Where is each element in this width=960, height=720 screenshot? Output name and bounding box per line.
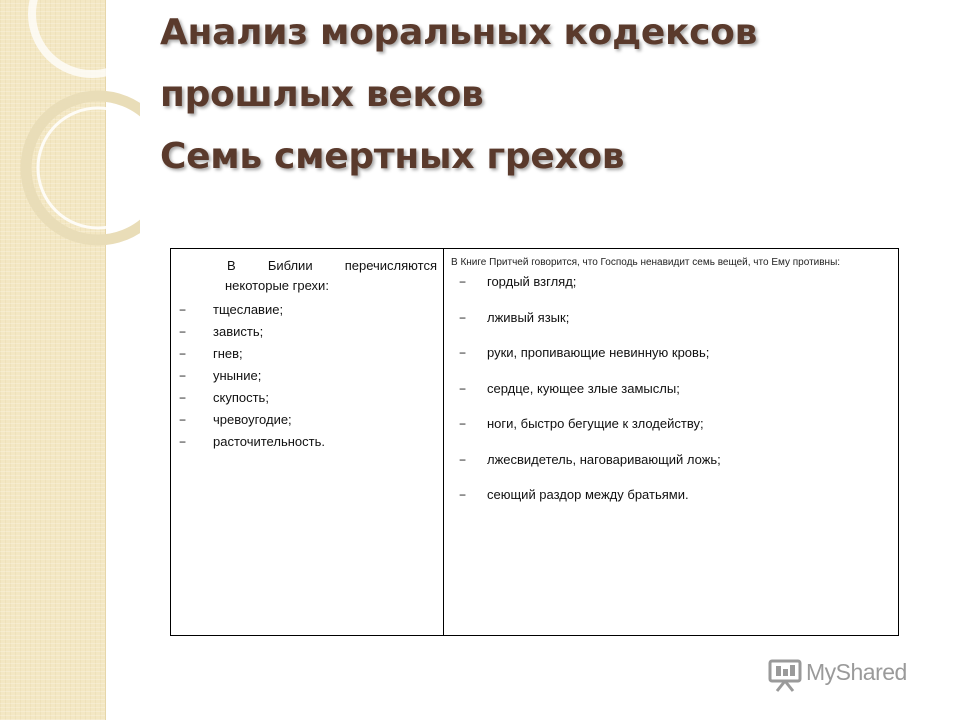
title-line-1: Анализ моральных кодексов [160,12,758,53]
bible-cell [171,249,444,636]
slide-title [160,2,920,188]
list-item: − чревоугодие; [177,409,437,431]
bible-intro-text-2: некоторые грехи: [225,278,329,293]
proverbs-cell [444,249,899,636]
list-item: − руки, пропивающие невинную кровь; [451,344,890,380]
proverbs-intro-text: В Книге Притчей говорится, что Господь ненавидит семь вещей, что Ему противны: [451,257,841,268]
title-line-2: прошлых веков [160,74,484,115]
list-item: − расточительность. [177,431,437,453]
title-line-3: Семь смертных грехов [160,136,625,177]
watermark-text: MyShared [806,659,907,685]
list-item: − скупость; [177,387,437,409]
table-row [171,249,899,636]
bible-sins-list [177,299,437,453]
list-item: − тщеславие; [177,299,437,321]
list-item: − сердце, кующее злые замыслы; [451,380,890,416]
sins-comparison-table [170,248,899,636]
list-item: − лживый язык; [451,309,890,345]
list-item: − гнев; [177,343,437,365]
list-item: − ноги, быстро бегущие к злодейству; [451,415,890,451]
list-item: − зависть; [177,321,437,343]
decorative-rings [0,0,140,260]
proverbs-list [451,273,890,522]
list-item: − лжесвидетель, наговаривающий ложь; [451,451,890,487]
list-item: − уныние; [177,365,437,387]
bible-intro-text: В Библии перечисляются [227,258,437,273]
list-item: − гордый взгляд; [451,273,890,309]
list-item: − сеющий раздор между братьями. [451,486,890,522]
